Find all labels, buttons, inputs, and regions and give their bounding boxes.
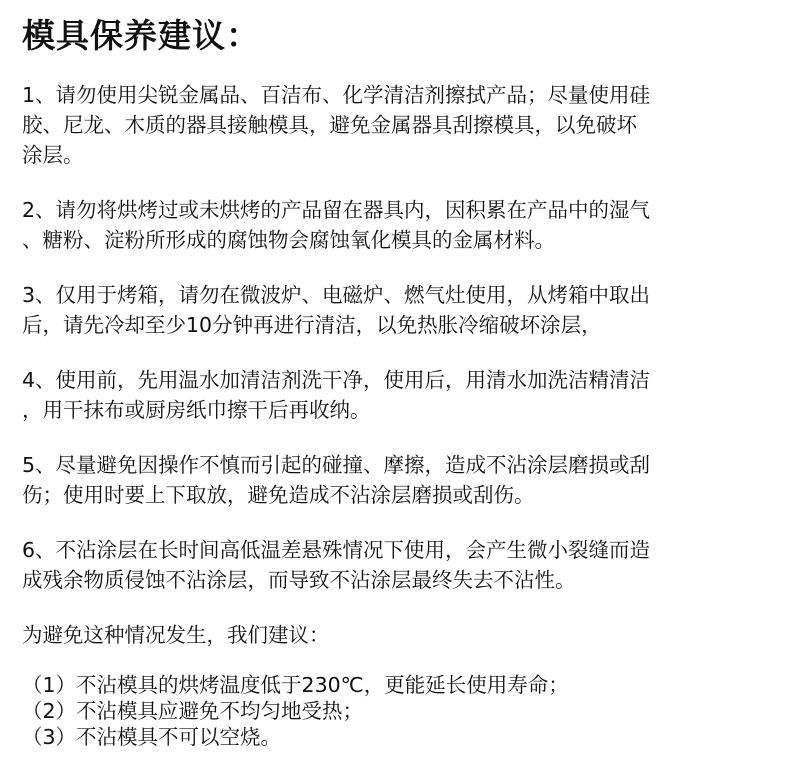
paragraph-line: 6、不沾涂层在长时间高低温差悬殊情况下使用，会产生微小裂缝而造: [22, 538, 651, 562]
advice-paragraph-1: [22, 80, 778, 170]
advice-paragraph-3: [22, 280, 778, 340]
advice-paragraph-6: [22, 535, 778, 595]
paragraph-line: 3、仅用于烤箱，请勿在微波炉、电磁炉、燃气灶使用，从烤箱中取出: [22, 283, 651, 307]
maintenance-notice: [22, 14, 778, 750]
advice-paragraph-5: [22, 450, 778, 510]
advice-paragraph-2: [22, 195, 778, 255]
paragraph-line: 成残余物质侵蚀不沾涂层，而导致不沾涂层最终失去不沾性。: [22, 568, 576, 592]
paragraph-line: 、糖粉、淀粉所形成的腐蚀物会腐蚀氧化模具的金属材料。: [22, 228, 555, 252]
paragraph-line: 伤；使用时要上下取放，避免造成不沾涂层磨损或刮伤。: [22, 483, 535, 507]
suggestion-item: （3）不沾模具不可以空烧。: [22, 725, 282, 749]
paragraph-line: 胶、尼龙、木质的器具接触模具，避免金属器具刮擦模具，以免破坏: [22, 113, 637, 137]
suggestion-lead: 为避免这种情况发生，我们建议：: [22, 623, 330, 647]
suggestion-item: （1）不沾模具的烘烤温度低于230℃，更能延长使用寿命；: [22, 673, 569, 697]
suggestion-item: （2）不沾模具应避免不均匀地受热；: [22, 699, 364, 723]
paragraph-line: 2、请勿将烘烤过或未烘烤的产品留在器具内，因积累在产品中的湿气: [22, 198, 651, 222]
advice-paragraph-4: [22, 365, 778, 425]
page-title: 模具保养建议：: [22, 16, 260, 55]
paragraph-line: 1、请勿使用尖锐金属品、百洁布、化学清洁剂擦拭产品；尽量使用硅: [22, 83, 651, 107]
paragraph-line: 涂层。: [22, 143, 84, 167]
paragraph-line: ，用干抹布或厨房纸巾擦干后再收纳。: [22, 398, 371, 422]
paragraph-line: 后，请先冷却至少10分钟再进行清洁，以免热胀冷缩破坏涂层，: [22, 313, 602, 337]
paragraph-line: 5、尽量避免因操作不慎而引起的碰撞、摩擦，造成不沾涂层磨损或刮: [22, 453, 651, 477]
suggestion-list: [22, 672, 778, 750]
paragraph-line: 4、使用前，先用温水加清洁剂洗干净，使用后，用清水加洗洁精清洁: [22, 368, 651, 392]
